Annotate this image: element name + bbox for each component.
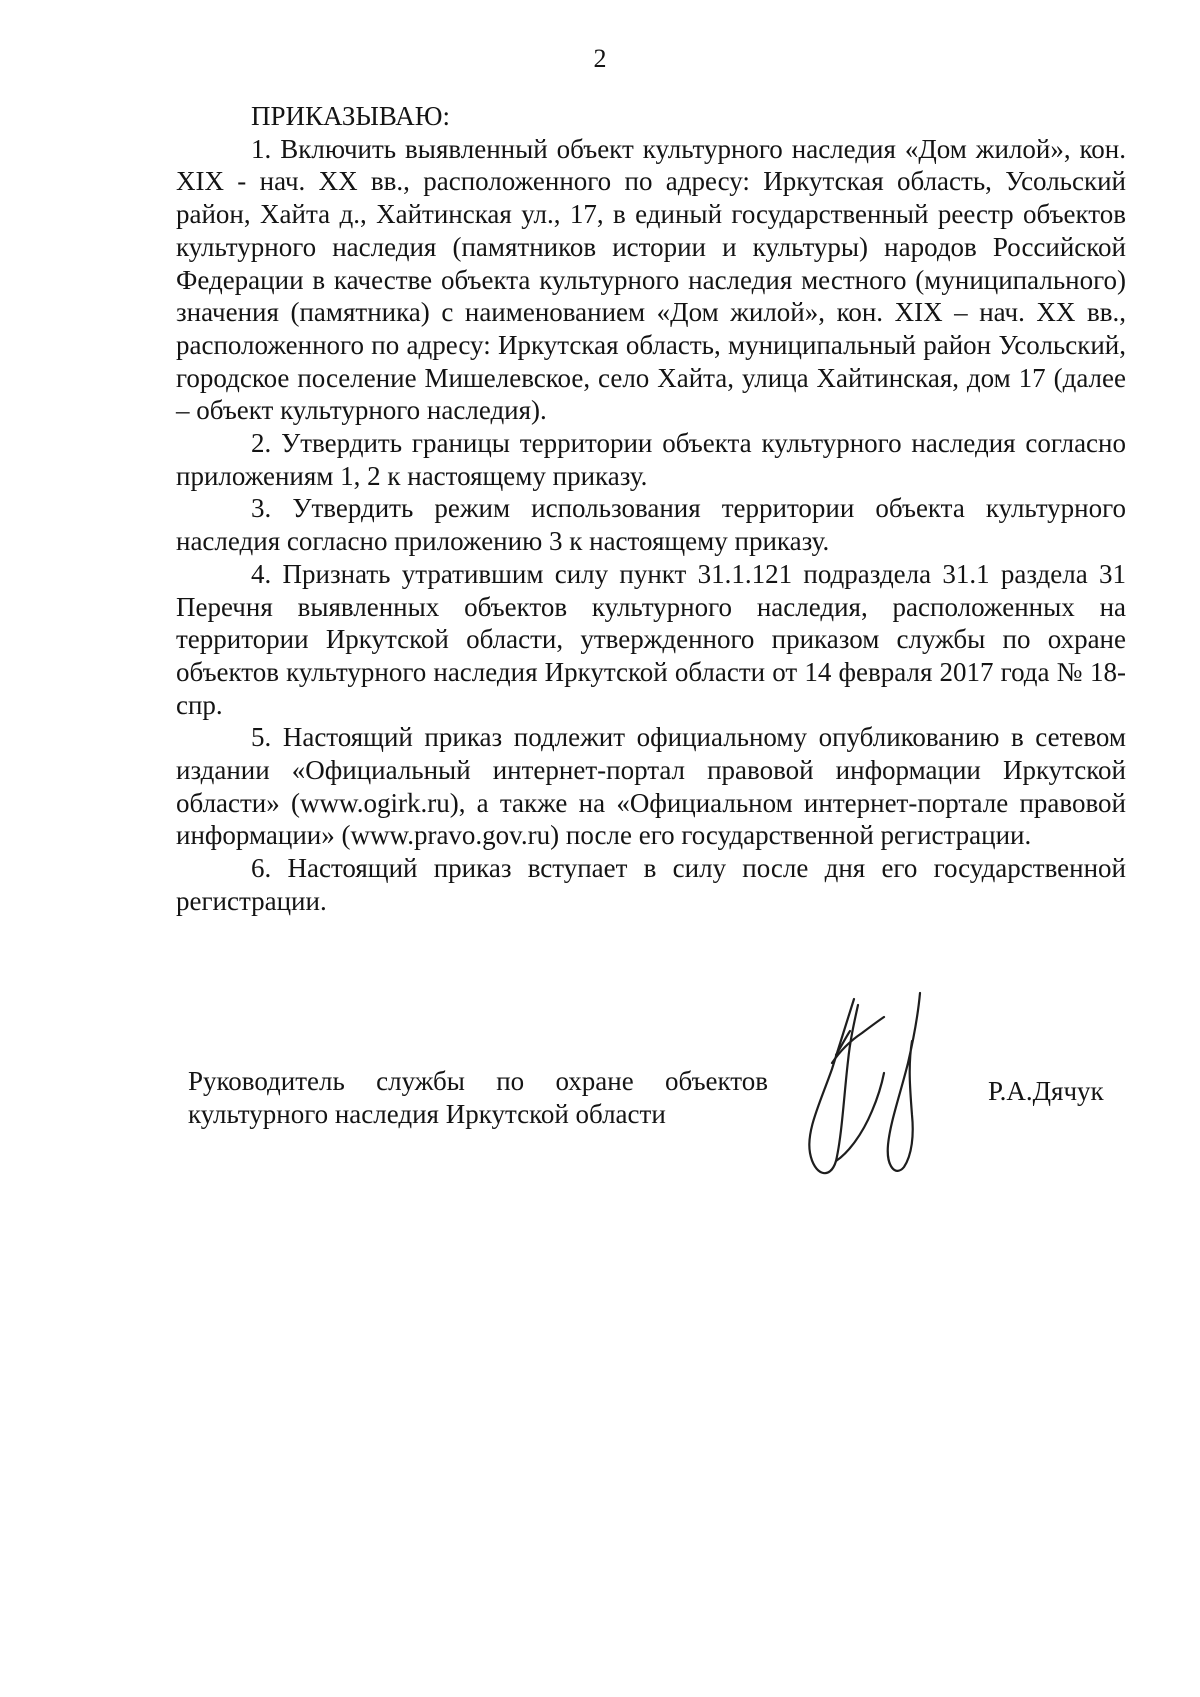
handwritten-signature-icon: [796, 985, 976, 1185]
page-number: 2: [593, 44, 607, 73]
order-body: [176, 100, 1126, 918]
signer-position-line-1: Руководитель службы по охране объектов: [188, 1066, 768, 1096]
order-item-2: 2. Утвердить границы территории объекта культурного наследия согласно приложениям 1, 2 к настоящему приказу.: [176, 428, 1126, 491]
order-item-4: 4. Признать утратившим силу пункт 31.1.121 подраздела 31.1 раздела 31 Перечня выявленных объектов культурного наследия, расположенных на территории Иркутской области, утвержденного приказом службы по охране объектов культурного наследия Иркутской области от 14 февраля 2017 года № 18-спр.: [176, 558, 1126, 720]
signer-name: Р.А.Дячук: [988, 1076, 1104, 1106]
order-item-3: 3. Утвердить режим использования территории объекта культурного наследия согласно приложению 3 к настоящему приказу.: [176, 493, 1126, 557]
signer-position: [188, 1065, 768, 1130]
order-item-1: 1. Включить выявленный объект культурного наследия «Дом жилой», кон. XIX - нач. XX вв., расположенного по адресу: Иркутская область, Усольский район, Хайта д., Хайтинская ул., 17, в единый государственный реестр объектов культурного наследия (памятников истории и культуры) народов Российской Федерации в качестве объекта культурного наследия местного (муниципального) значения (памятника) с наименованием «Дом жилой», кон. XIX – нач. XX вв., расположенного по адресу: Иркутская область, муниципальный район Усольский, городское поселение Мишелевское, село Хайта, улица Хайтинская, дом 17 (далее – объект культурного наследия).: [176, 133, 1126, 426]
order-item-6: 6. Настоящий приказ вступает в силу после дня его государственной регистрации.: [176, 853, 1126, 916]
order-heading: ПРИКАЗЫВАЮ:: [251, 101, 450, 131]
signer-position-line-2: культурного наследия Иркутской области: [188, 1098, 666, 1129]
order-item-5: 5. Настоящий приказ подлежит официальному опубликованию в сетевом издании «Официальный интернет-портал правовой информации Иркутской области» (www.ogirk.ru), а также на «Официальном интернет-портале правовой информации» (www.pravo.gov.ru) после его государственной регистрации.: [176, 722, 1126, 851]
